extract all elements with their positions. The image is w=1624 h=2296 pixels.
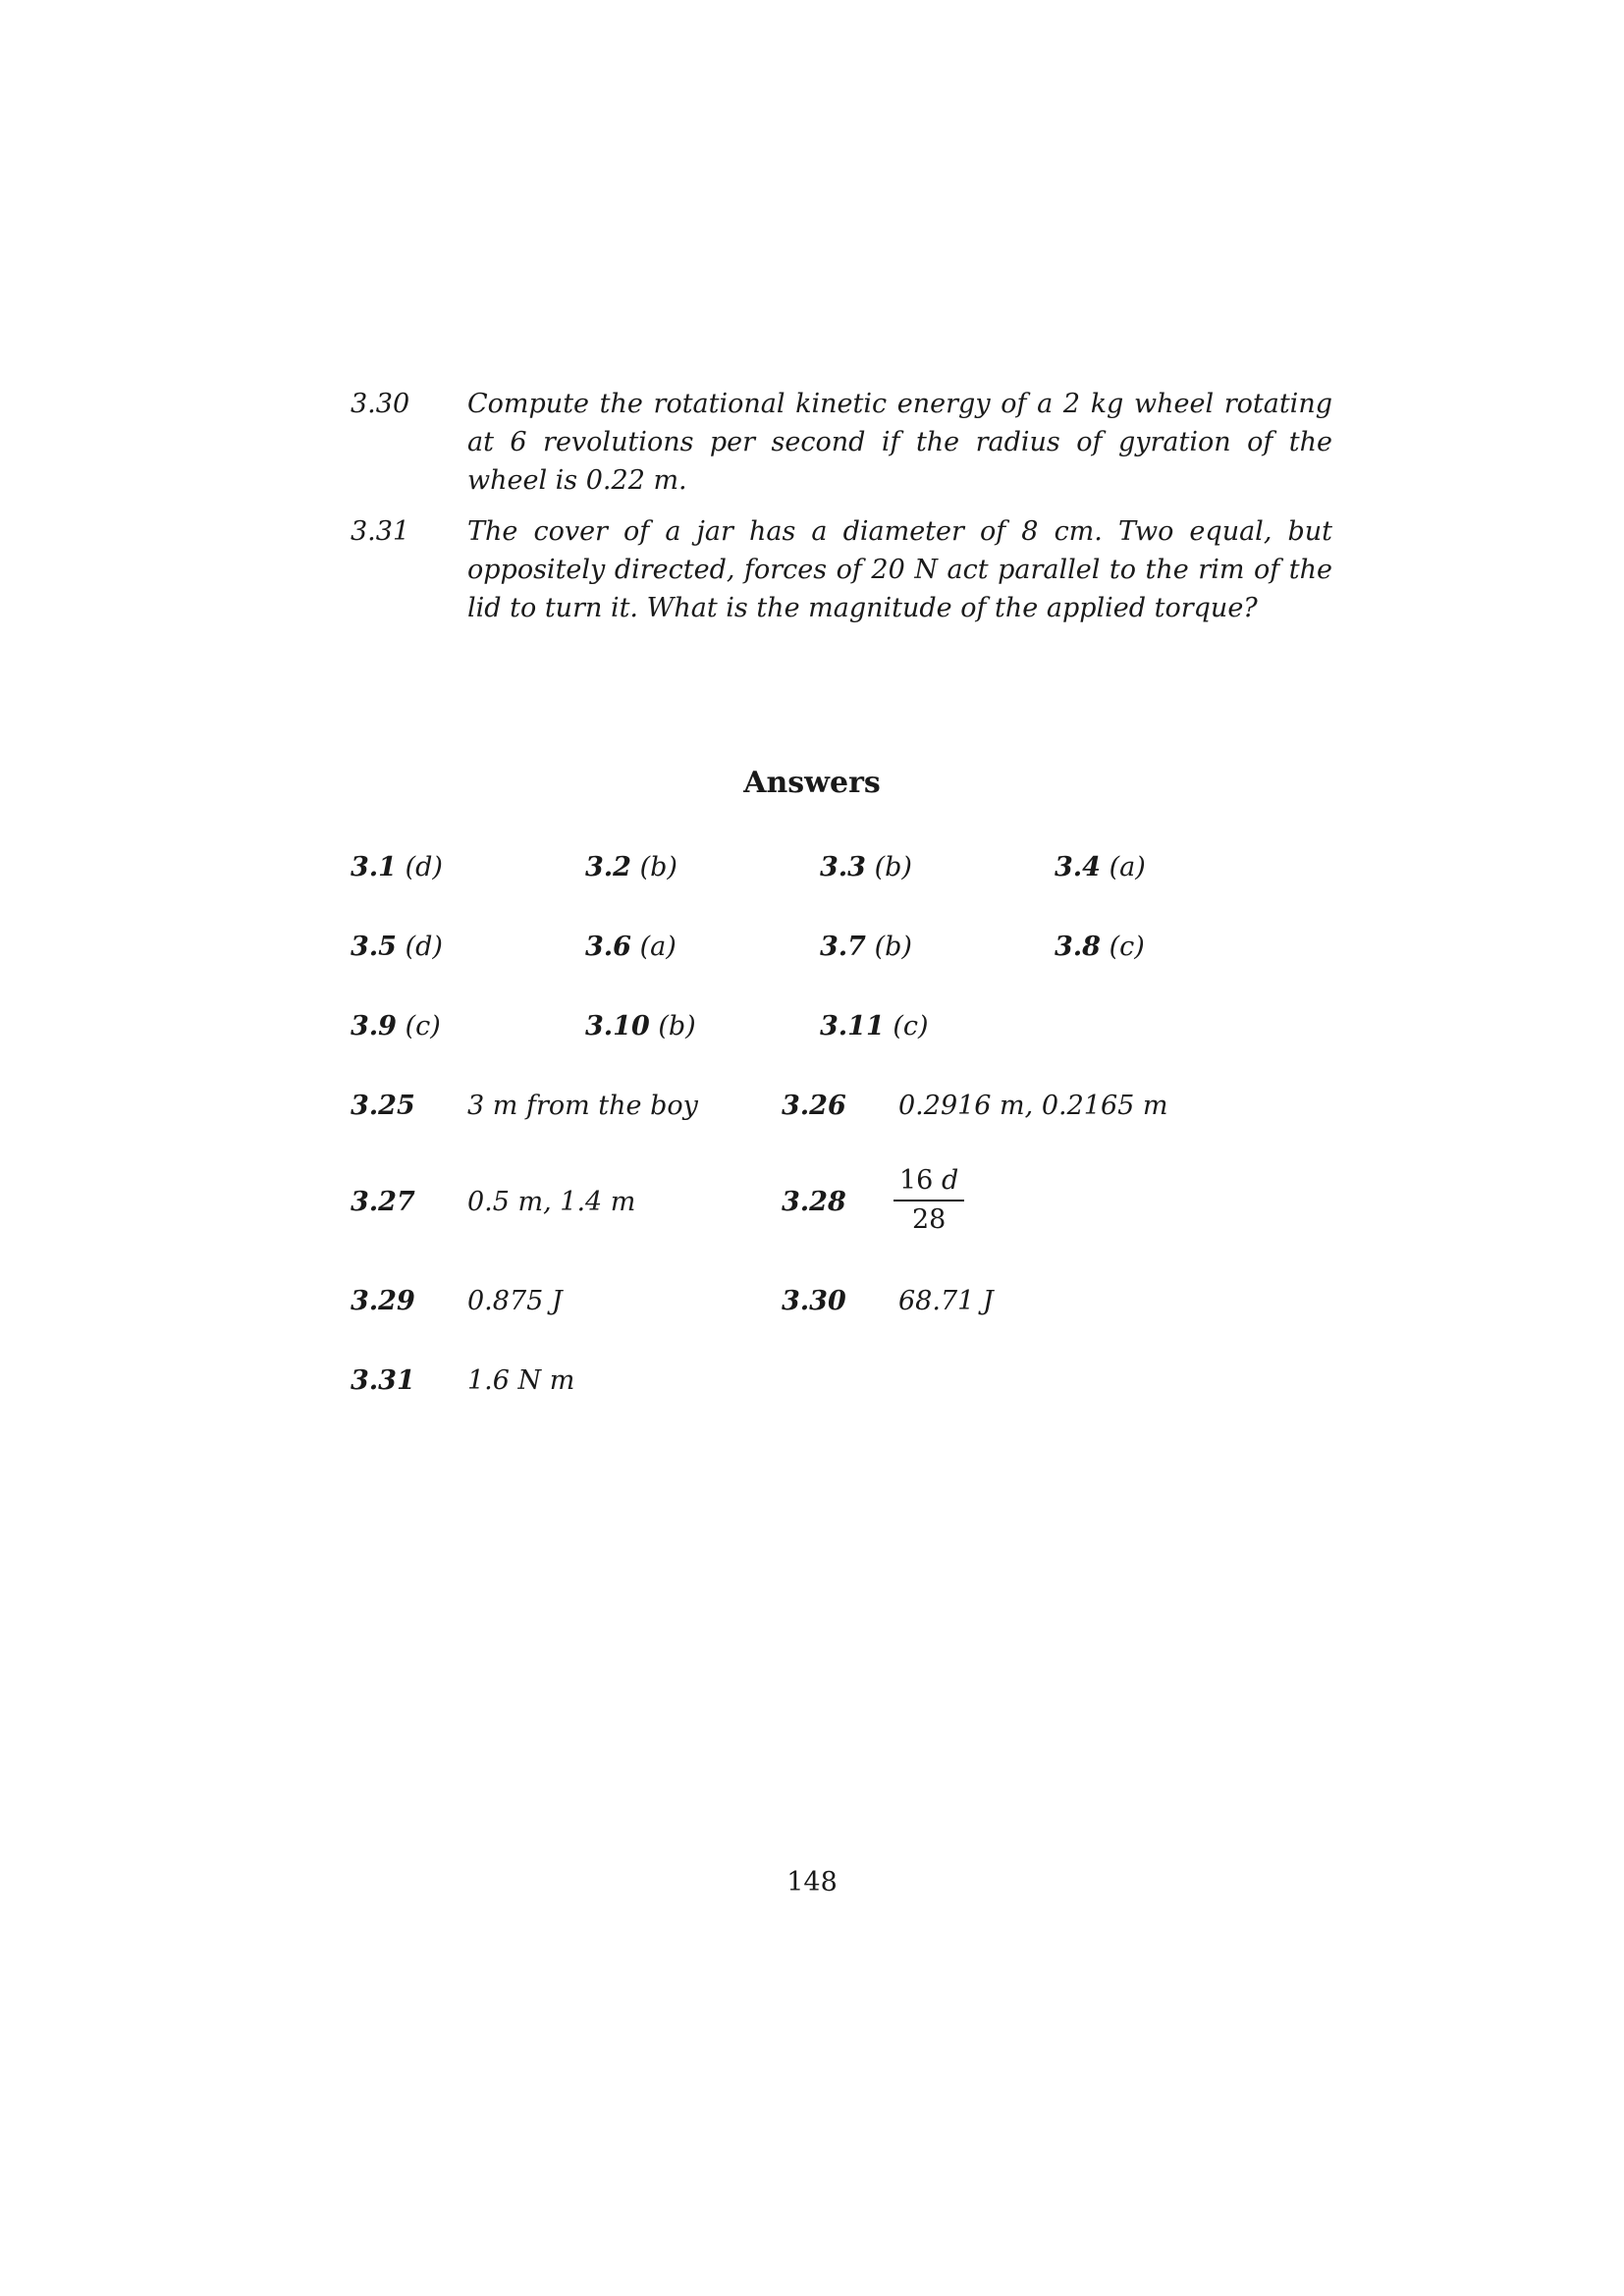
answer-number: 3.9 [351, 1011, 397, 1041]
question-number: 3.30 [351, 389, 410, 419]
answer-value: 1.6 N m [467, 1365, 575, 1396]
answer-number: 3.27 [351, 1187, 415, 1217]
answer-value: (b) [658, 1011, 696, 1041]
page-number: 148 [786, 1867, 838, 1897]
answer-value: (b) [639, 852, 677, 882]
answer-number: 3.6 [585, 932, 631, 962]
answer-item [1055, 930, 1145, 965]
answer-item [351, 1185, 763, 1224]
answer-value: (b) [874, 932, 912, 962]
answer-value: (d) [405, 852, 443, 882]
answer-number: 3.11 [820, 1011, 885, 1041]
answer-item [585, 850, 677, 885]
answer-item [820, 930, 912, 965]
answer-number: 3.2 [585, 852, 631, 882]
fraction-numerator: 16 d [893, 1166, 964, 1201]
answer-number: 3.25 [351, 1091, 415, 1121]
question-text: Compute the rotational kinetic energy of a 2 kg wheel rotating at 6 revolutions per second if the radius of gyration of the wheel is 0.22 m. [467, 389, 1332, 496]
answer-item [782, 1089, 1331, 1128]
answer-value: (c) [405, 1011, 441, 1041]
answer-item [782, 1185, 899, 1224]
answer-item [351, 1284, 763, 1323]
answer-item [351, 930, 443, 965]
answer-value: 0.875 J [467, 1286, 563, 1316]
answer-number: 3.30 [782, 1286, 846, 1316]
answer-number: 3.1 [351, 852, 397, 882]
answer-value: 68.71 J [898, 1286, 994, 1316]
answer-item [351, 1363, 763, 1403]
answer-item [585, 930, 677, 965]
answer-number: 3.4 [1055, 852, 1101, 882]
answer-value: (a) [639, 932, 677, 962]
answer-value: (d) [405, 932, 443, 962]
answer-number: 3.8 [1055, 932, 1101, 962]
answer-item [585, 1009, 696, 1044]
answer-item [820, 850, 912, 885]
answer-value: (c) [1109, 932, 1145, 962]
answer-value: (c) [893, 1011, 929, 1041]
answer-item [1055, 850, 1146, 885]
answer-value: 3 m from the boy [467, 1091, 698, 1121]
fraction-denominator: 28 [911, 1204, 947, 1235]
answer-item [820, 1009, 929, 1044]
answer-number: 3.31 [351, 1365, 415, 1396]
answer-number: 3.7 [820, 932, 866, 962]
answer-item [351, 850, 443, 885]
answer-value: 0.2916 m, 0.2165 m [898, 1091, 1168, 1121]
answer-item [351, 1009, 441, 1044]
answer-value: (a) [1109, 852, 1146, 882]
question-text: The cover of a jar has a diameter of 8 cm. Two equal, but oppositely directed, forces of 20 N act parallel to the rim of the lid to turn it. What is the magnitude of the applied torque? [467, 516, 1332, 623]
answer-number: 3.29 [351, 1286, 415, 1316]
answer-number: 3.28 [782, 1187, 846, 1217]
answer-number: 3.3 [820, 852, 866, 882]
answers-heading: Answers [743, 766, 881, 800]
answer-number: 3.26 [782, 1091, 846, 1121]
answer-number: 3.5 [351, 932, 397, 962]
answer-number: 3.10 [585, 1011, 650, 1041]
fraction-answer [893, 1166, 964, 1235]
question-number: 3.31 [351, 516, 410, 547]
answer-value: (b) [874, 852, 912, 882]
answer-item [351, 1089, 763, 1128]
answer-item [782, 1284, 1331, 1323]
answer-value: 0.5 m, 1.4 m [467, 1187, 636, 1217]
